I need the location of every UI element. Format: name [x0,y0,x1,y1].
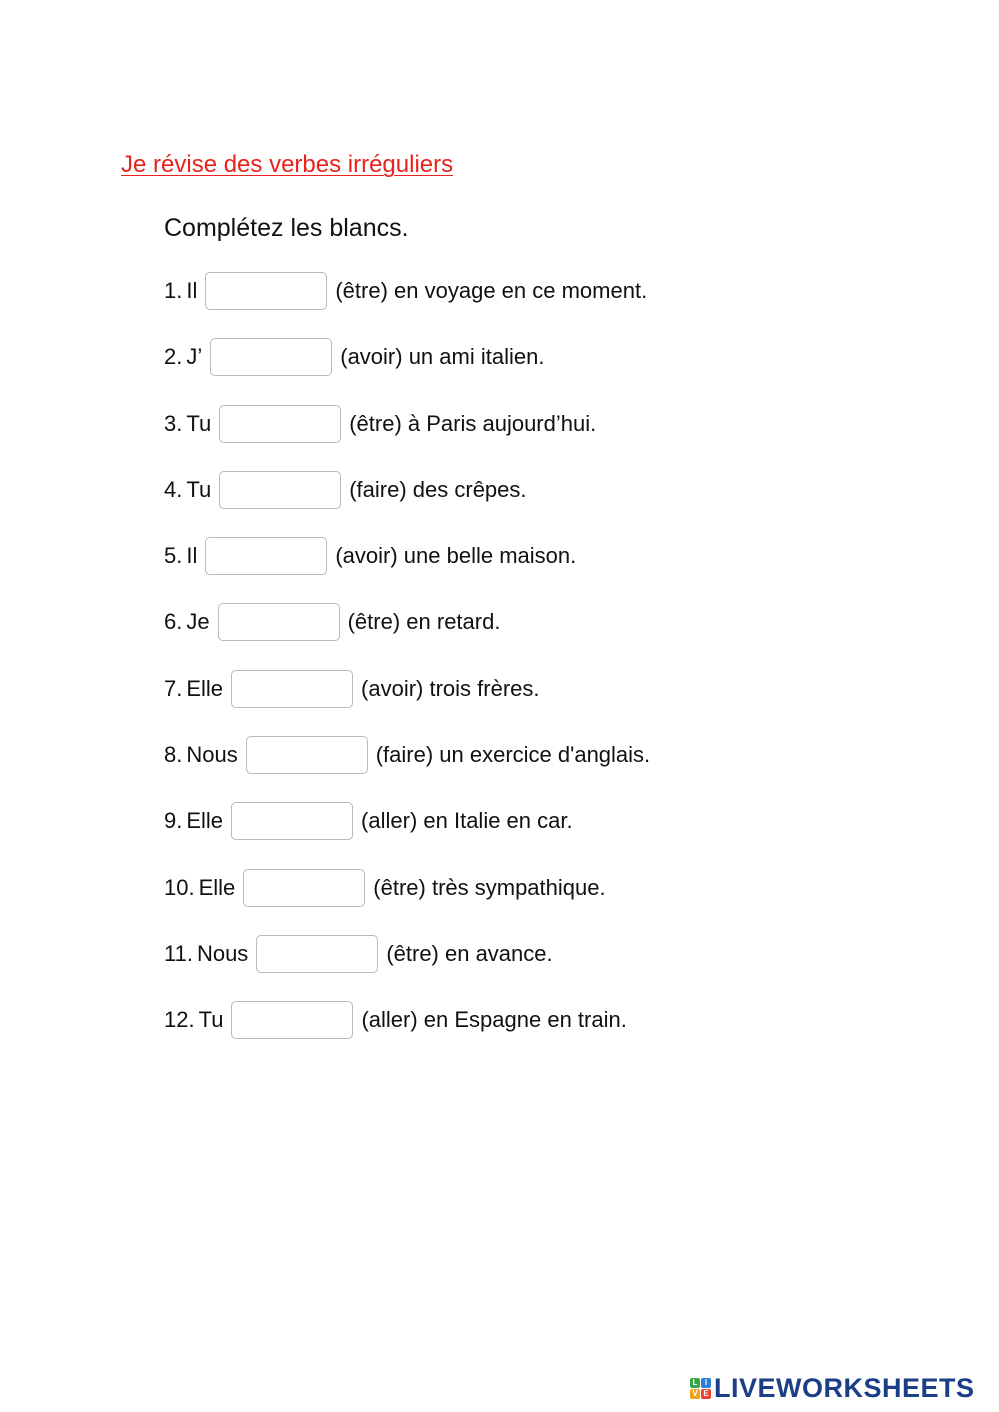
exercise-item-7 [164,668,650,710]
exercise-item-11 [164,933,650,975]
item-number: 6. [164,609,183,635]
exercise-item-4 [164,469,650,511]
exercise-item-5 [164,535,650,577]
worksheet-title: Je révise des verbes irréguliers [121,151,454,178]
item-subject: Tu [186,410,212,436]
item-number: 11. [164,940,193,966]
item-verb-hint: (faire) un exercice d'anglais. [375,742,651,768]
item-verb-hint: (être) en voyage en ce moment. [335,278,648,303]
logo-mark-letter: L [690,1378,700,1388]
item-verb-hint: (faire) des crêpes. [349,476,527,502]
item-number: 3. [164,410,183,436]
item-subject: Je [186,609,210,635]
logo-text: LIVEWORKSHEETS [714,1372,975,1403]
answer-input-2[interactable] [210,338,332,376]
instructions: Complétez les blancs. [164,214,409,242]
answer-input-6[interactable] [218,603,340,641]
item-number: 1. [164,278,183,303]
item-subject: Elle [186,675,224,701]
item-number: 4. [164,476,183,502]
item-verb-hint: (être) en retard. [347,609,501,635]
item-number: 2. [164,344,183,370]
item-subject: Il [186,278,198,303]
item-number: 8. [164,742,183,768]
logo-mark-letter: E [701,1389,711,1399]
item-subject: Tu [186,476,212,502]
answer-input-8[interactable] [246,736,368,774]
exercise-item-1 [164,270,650,312]
answer-input-7[interactable] [231,670,353,708]
item-subject: Il [186,543,198,569]
item-subject: Nous [196,940,249,966]
item-number: 5. [164,543,183,569]
item-subject: Elle [186,808,224,834]
item-subject: Tu [198,1007,224,1033]
item-subject: Elle [198,874,236,900]
exercise-item-10 [164,867,650,909]
answer-input-9[interactable] [231,802,353,840]
liveworksheets-logo [690,1373,975,1403]
exercise-item-6 [164,601,650,643]
item-verb-hint: (aller) en Italie en car. [361,808,573,834]
item-number: 7. [164,675,183,701]
answer-input-5[interactable] [205,537,327,575]
exercise-item-3 [164,403,650,445]
item-verb-hint: (être) en avance. [386,940,553,966]
exercise-item-8 [164,734,650,776]
item-number: 10. [164,874,195,900]
answer-input-4[interactable] [219,471,341,509]
item-number: 12. [164,1007,195,1033]
item-number: 9. [164,808,183,834]
answer-input-12[interactable] [231,1001,353,1039]
logo-mark-icon [690,1378,711,1399]
exercise-item-9 [164,800,650,842]
answer-input-1[interactable] [205,272,327,310]
exercise-list [164,270,650,1066]
answer-input-3[interactable] [219,405,341,443]
exercise-item-2 [164,336,650,378]
item-verb-hint: (avoir) un ami italien. [340,344,545,370]
item-subject: J’ [186,344,203,370]
logo-mark-letter: V [690,1389,700,1399]
item-verb-hint: (être) très sympathique. [373,874,606,900]
item-subject: Nous [186,742,238,768]
answer-input-10[interactable] [243,869,365,907]
item-verb-hint: (être) à Paris aujourd’hui. [349,410,597,436]
item-verb-hint: (aller) en Espagne en train. [361,1007,627,1033]
item-verb-hint: (avoir) une belle maison. [335,543,577,569]
item-verb-hint: (avoir) trois frères. [361,675,540,701]
answer-input-11[interactable] [256,935,378,973]
logo-mark-letter: I [701,1378,711,1388]
exercise-item-12 [164,999,650,1041]
